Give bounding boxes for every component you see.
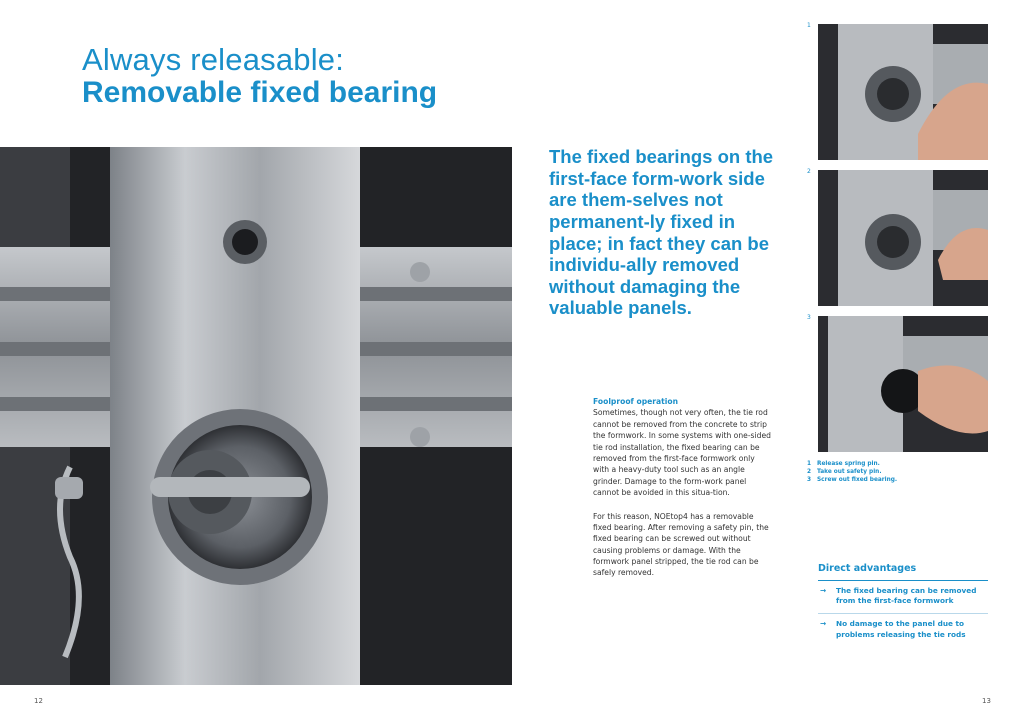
direct-advantages-box [818,563,988,647]
page-number-left: 12 [34,697,43,705]
photo-captions [807,460,897,484]
caption-row [807,460,897,468]
main-photo-fixed-bearing [0,147,512,685]
section-heading: Foolproof operation [593,397,679,406]
caption-number: 2 [807,469,812,476]
thumb-photo-1 [818,24,988,160]
thumb-number-2: 2 [807,168,811,175]
advantage-text: The fixed bearing can be removed from the first-face formwork [836,586,977,606]
thumb-number-3: 3 [807,314,811,321]
title-line-2: Removable fixed bearing [82,75,438,109]
arrow-right-icon: → [820,619,827,629]
page-title [82,44,437,108]
caption-text: Release spring pin. [817,461,880,467]
body-paragraph-1: Sometimes, though not very often, the tie rod cannot be removed from the concrete to strip the formwork. In some systems with one-sided tie rod installation, the fixed bearing can be removed from the first-face formwork only with a heavy-duty tool such as an angle grinder. Damage to the form-work panel cannot be avoided in this situa-tion. [593,408,771,498]
thumb-photo-3 [818,316,988,452]
body-text [593,396,771,591]
arrow-right-icon: → [820,586,827,595]
release-spring-pin-illustration [818,24,988,160]
caption-text: Take out safety pin. [817,469,882,476]
screw-out-fixed-bearing-illustration [818,316,988,452]
fixed-bearing-illustration [0,147,512,685]
page-number-right: 13 [982,697,991,705]
take-out-safety-pin-illustration [818,170,988,306]
advantage-text: No damage to the panel due to problems releasing the tie rods [836,619,966,639]
thumb-number-1: 1 [807,22,811,29]
caption-row [807,468,897,476]
thumb-photo-2 [818,170,988,306]
advantages-heading: Direct advantages [818,563,988,581]
advantage-item [818,581,988,614]
lead-statement: The fixed bearings on the first-face form-work side are them-selves not permanent-ly fixed in place; in fact they can be individu-ally removed without damaging the valuable panels. [549,146,774,319]
caption-number: 3 [807,477,812,484]
caption-number: 1 [807,461,812,467]
title-line-1: Always releasable: [82,42,345,77]
caption-row [807,476,897,484]
advantage-item [818,614,988,646]
caption-text: Screw out fixed bearing. [817,477,898,484]
body-paragraph-2: For this reason, NOEtop4 has a removable fixed bearing. After removing a safety pin, the fixed bearing can be screwed out without causing problems or damage. With the formwork panel stripped, the tie rod can be safely removed. [593,511,769,578]
